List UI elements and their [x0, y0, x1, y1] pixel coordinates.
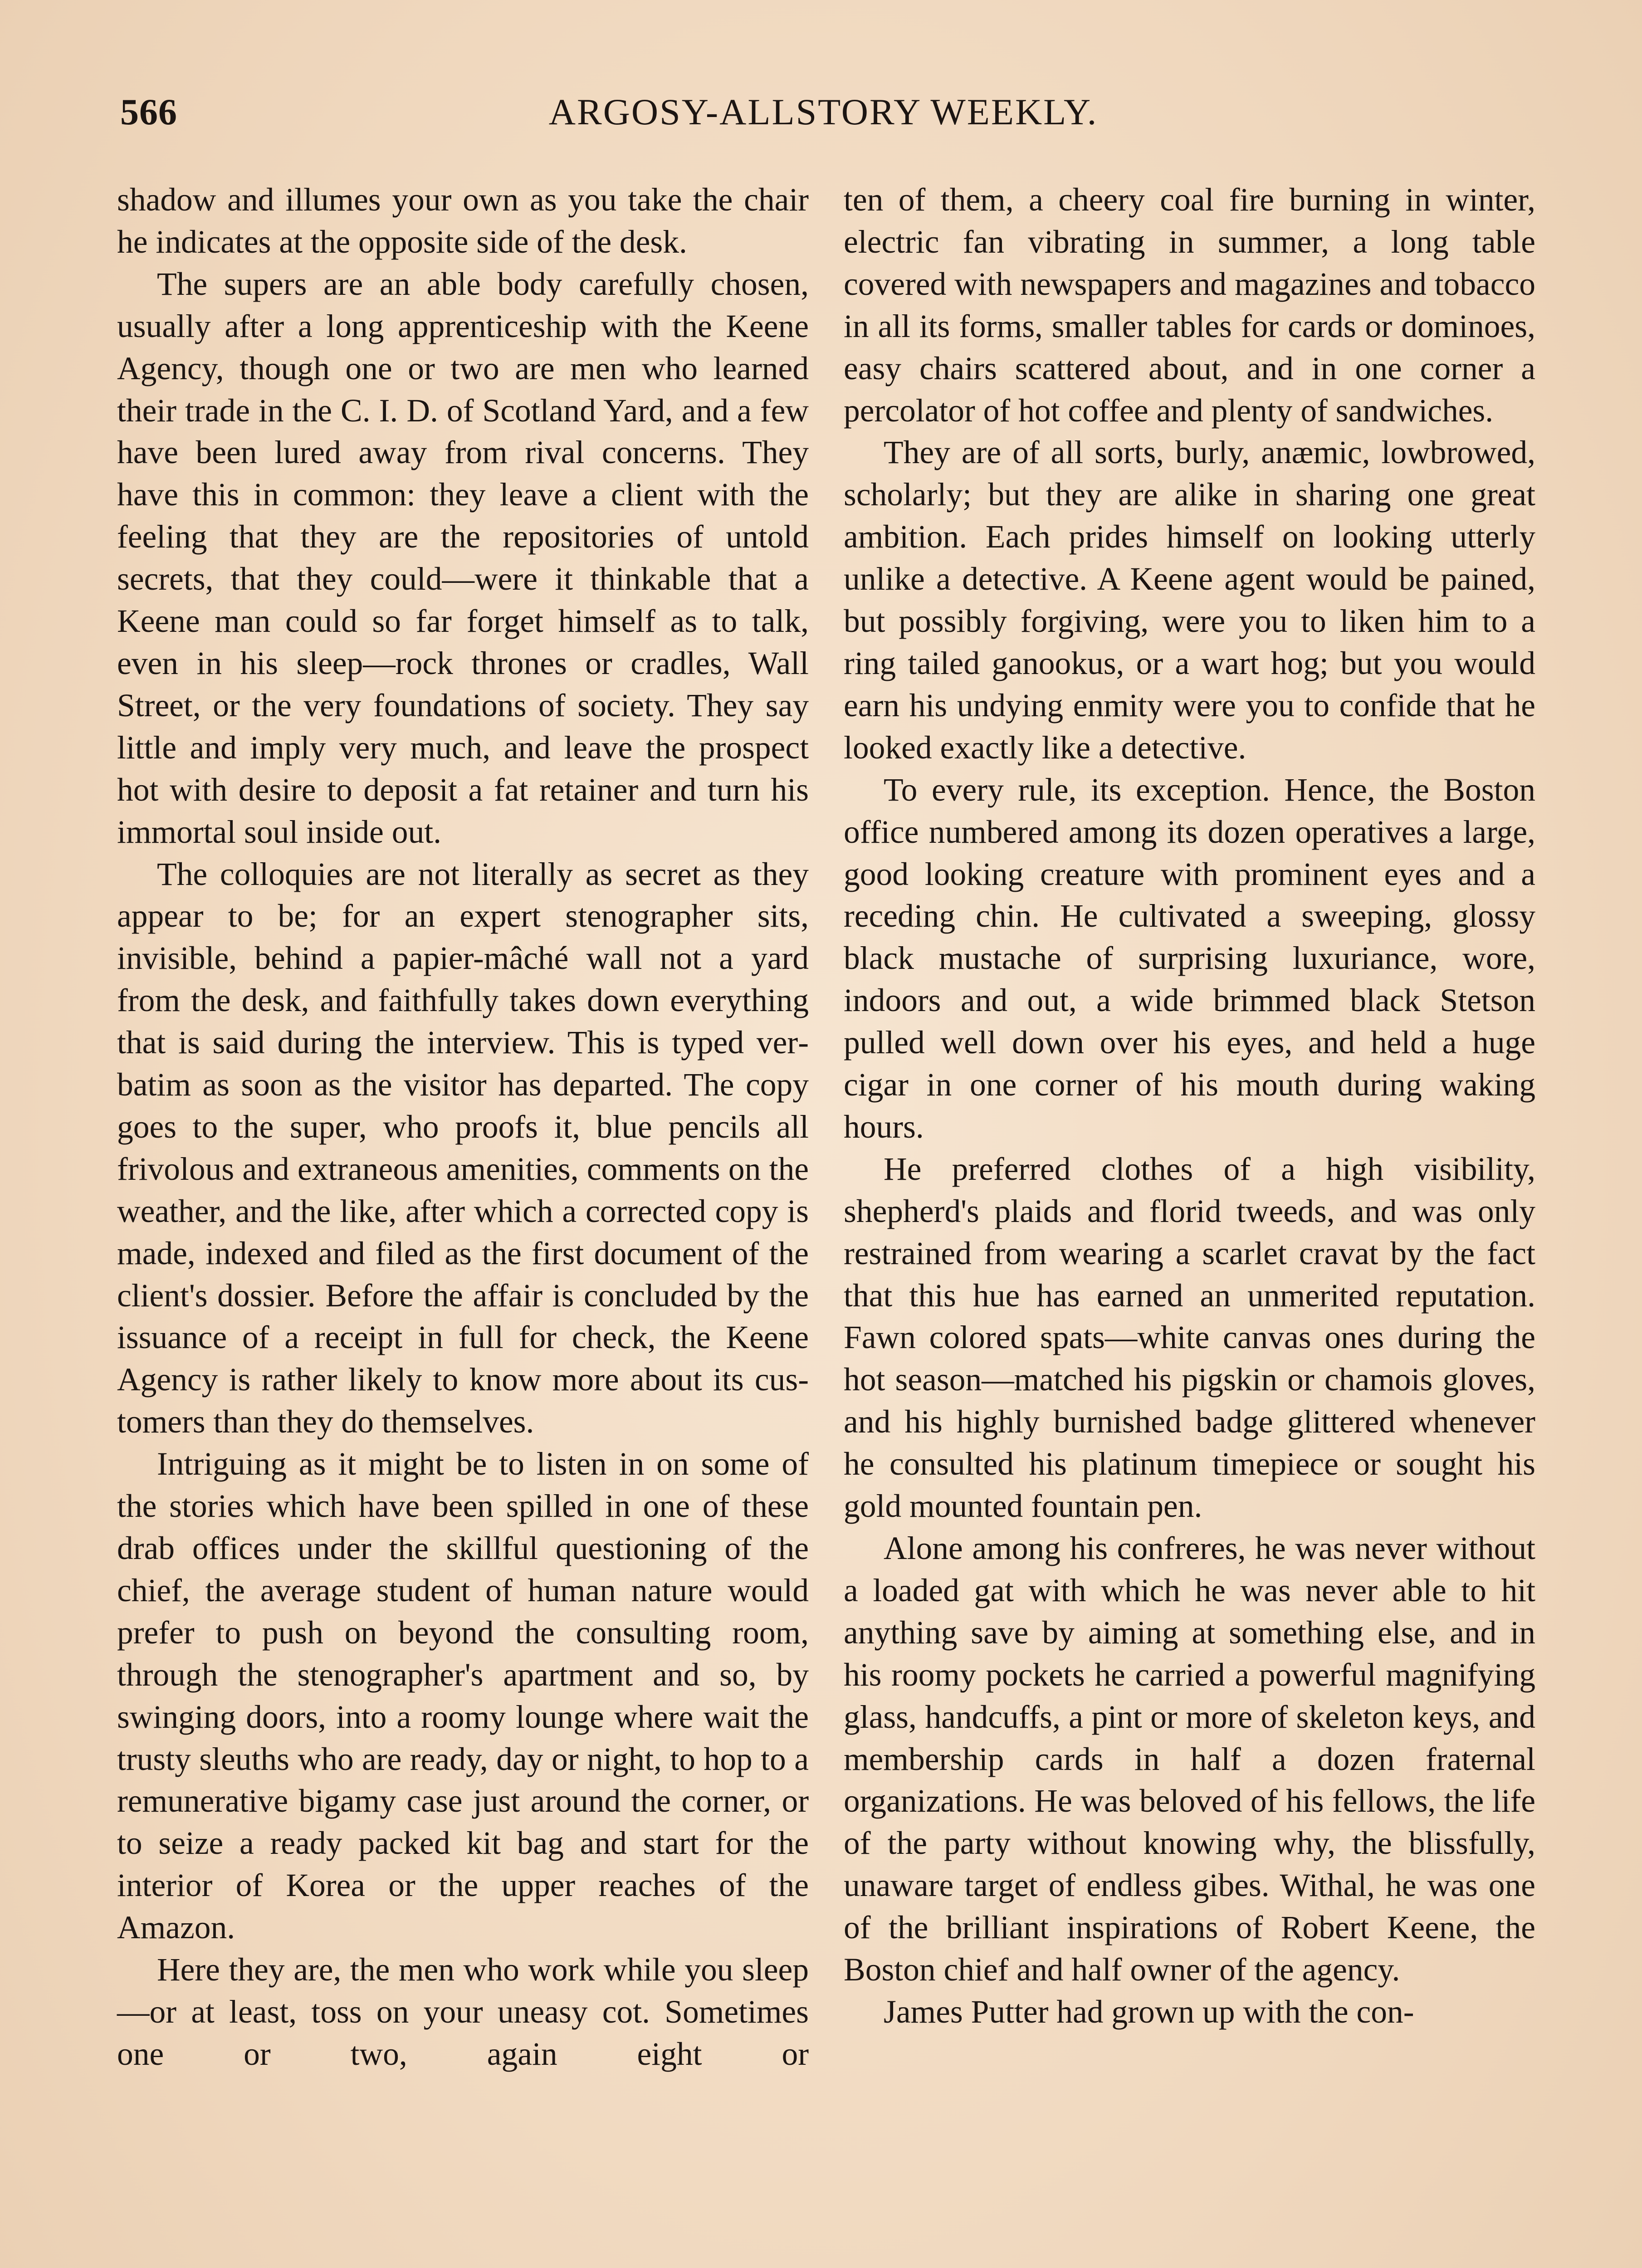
paragraph: The supers are an able body carefully chosen, usually after a long apprenticeship with the Keene Agency, though one or two are men who learned their trade in the C. I. D. of Scotland Yard, and a few have been lured away from rival concerns. They have this in common: they leave a client with the feeling that they are the repositories of untold secrets, that they could—were it thinkable that a Keene man could so far forget himself as to talk, even in his sleep—rock thrones or cradles, Wall Street, or the very foundations of society. They say little and imply very much, and leave the prospect hot with desire to deposit a fat retainer and turn his immortal soul inside out. [117, 266, 809, 850]
paragraph: Intriguing as it might be to listen in on some of the stories which have been spilled in one of these drab offices under the skillful questioning of the chief, the average student of human nature would prefer to push on beyond the consulting room, through the stenographer's apartment and so, by swinging doors, into a roomy lounge where wait the trusty sleuths who are ready, day or night, to hop to a remunerative bigamy case just around the corner, or to seize a ready packed kit bag and start for the interior of Korea or the upper reaches of the Amazon. [117, 1446, 809, 1946]
left-column [117, 179, 809, 2076]
right-column [844, 179, 1535, 2033]
paragraph: James Putter had grown up with the con- [884, 1994, 1414, 2030]
paragraph: The colloquies are not literally as secret as they appear to be; for an expert stenographer sits, invisible, behind a papier-mâché wall not a yard from the desk, and faithfully takes down everything that is said during the interview. This is typed verbatim as soon as the visitor has departed. The copy goes to the super, who proofs it, blue pencils all frivolous and extraneous amenities, comments on the weather, and the like, after which a corrected copy is made, indexed and filed as the first document of the client's dossier. Before the affair is concluded by the issuance of a receipt in full for check, the Keene Agency is rather likely to know more about its customers than they do themselves. [117, 856, 809, 1440]
paragraph: Here they are, the men who work while you sleep—or at least, toss on your uneasy cot. Sometimes one or two, again eight or [117, 1952, 809, 2072]
page-number: 566 [120, 91, 177, 132]
paragraph: shadow and illumes your own as you take the chair he indicates at the opposite side of the desk. [117, 182, 809, 260]
paragraph: To every rule, its exception. Hence, the Boston office numbered among its dozen operatives a large, good looking creature with prominent eyes and a receding chin. He cultivated a sweeping, glossy black mustache of surprising luxuriance, wore, indoors and out, a wide brimmed black Stetson pulled well down over his eyes, and held a huge cigar in one corner of his mouth during waking hours. [844, 772, 1535, 1145]
paragraph: He preferred clothes of a high visibility, shepherd's plaids and florid tweeds, and was only restrained from wearing a scarlet cravat by the fact that this hue has earned an unmerited reputation. Fawn colored spats—white canvas ones during the hot season—matched his pigskin or chamois gloves, and his highly burnished badge glittered whenever he consulted his platinum timepiece or sought his gold mounted fountain pen. [844, 1151, 1535, 1525]
paragraph: Alone among his confreres, he was never without a loaded gat with which he was never able to hit anything save by aiming at something else, and in his roomy pockets he carried a powerful magnifying glass, handcuffs, a pint or more of skeleton keys, and membership cards in half a dozen fraternal organizations. He was beloved of his fellows, the life of the party without knowing why, the blissfully, unaware target of endless gibes. Withal, he was one of the brilliant inspirations of Robert Keene, the Boston chief and half owner of the agency. [844, 1530, 1535, 1988]
paragraph: They are of all sorts, burly, anæmic, lowbrowed, scholarly; but they are alike in sharing one great ambition. Each prides himself on looking utterly unlike a detective. A Keene agent would be pained, but possibly forgiving, were you to liken him to a ring tailed ganookus, or a wart hog; but you would earn his undying enmity were you to confide that he looked exactly like a detective. [844, 435, 1535, 766]
paragraph: ten of them, a cheery coal fire burning in winter, electric fan vibrating in summer, a long table covered with newspapers and magazines and tobacco in all its forms, smaller tables for cards or dominoes, easy chairs scattered about, and in one corner a percolator of hot coffee and plenty of sandwiches. [844, 182, 1535, 429]
running-title: ARGOSY-ALLSTORY WEEKLY. [548, 91, 1098, 132]
page-header [120, 91, 1526, 150]
